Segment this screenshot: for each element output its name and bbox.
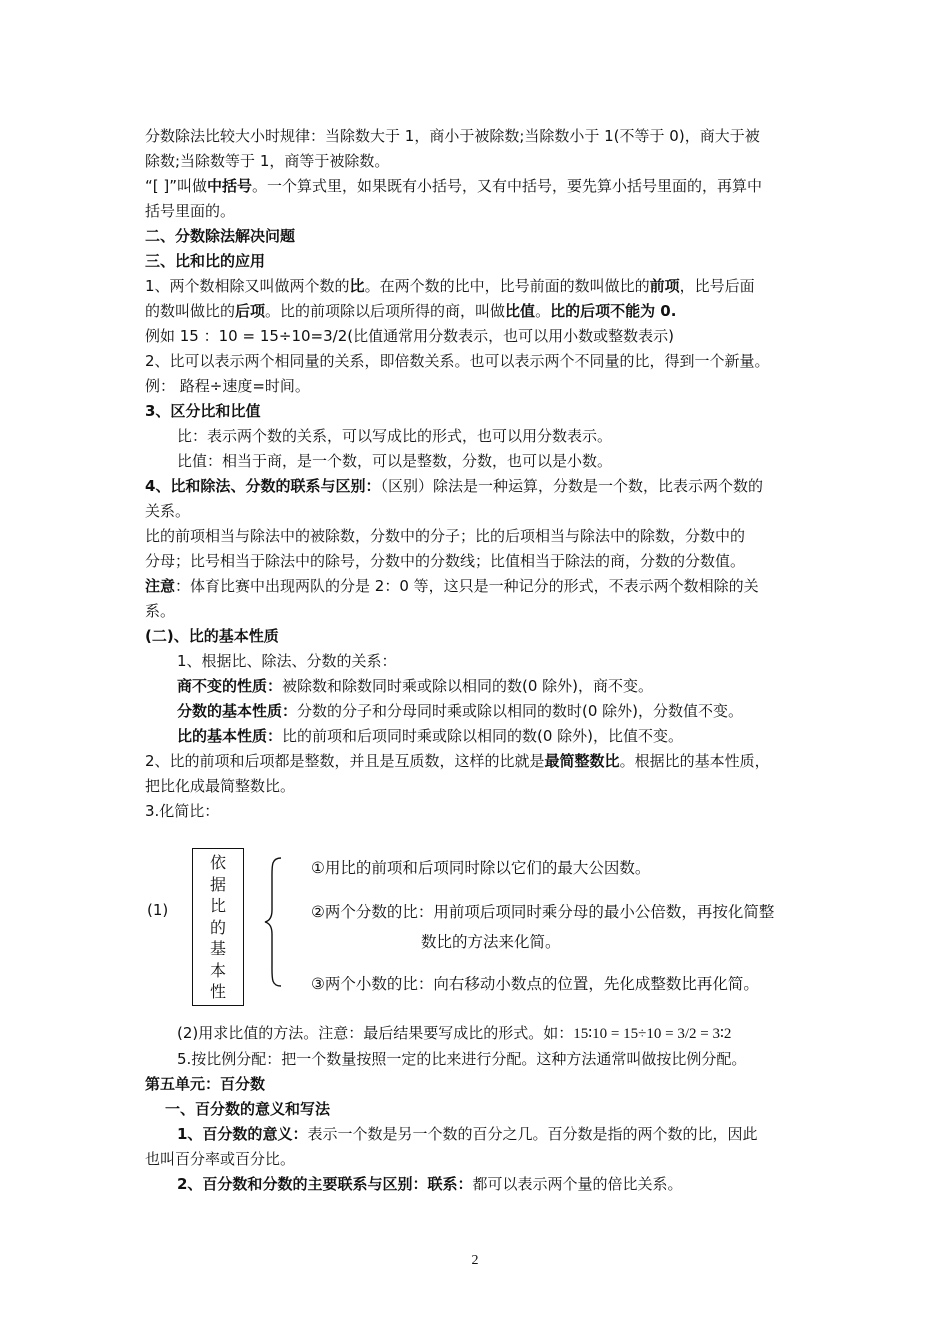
paragraph-line: 分母；比号相当于除法中的除号，分数中的分数线；比值相当于除法的商，分数的分数值。 <box>145 552 746 570</box>
paragraph-line: 4、比和除法、分数的联系与区别：（区别）除法是一种运算，分数是一个数，比表示两个数的 <box>145 477 763 495</box>
bold-term: 中括号 <box>207 177 253 195</box>
paragraph-line: 例： 路程÷速度=时间。 <box>145 377 310 395</box>
bold-term: 比的后项不能为 0. <box>550 302 677 320</box>
paragraph-line: 除数;当除数等于 1，商等于被除数。 <box>145 152 390 170</box>
method-option: 数比的方法来化简。 <box>421 933 561 951</box>
bold-term: 4、比和除法、分数的联系与区别： <box>145 477 381 495</box>
paragraph-line: 括号里面的。 <box>145 202 236 220</box>
simplify-ratio-diagram <box>145 848 825 1013</box>
section-heading: 一、百分数的意义和写法 <box>165 1100 331 1118</box>
paragraph-line: 分数的基本性质：分数的分子和分母同时乘或除以相同的数时(0 除外)，分数值不变。 <box>177 702 744 720</box>
paragraph-line: 把比化成最简整数比。 <box>145 777 296 795</box>
basis-box <box>192 848 244 1006</box>
paragraph-line: 比的前项相当与除法中的被除数，分数中的分子；比的后项相当与除法中的除数，分数中的 <box>145 527 746 545</box>
method-option: ③两个小数的比：向右移动小数点的位置，先化成整数比再化简。 <box>311 975 759 993</box>
bold-term: 比值 <box>505 302 536 320</box>
method-option: ②两个分数的比：用前项后项同时乘分母的最小公倍数，再按化简整 <box>311 903 775 921</box>
section-heading: 第五单元：百分数 <box>145 1075 266 1093</box>
curly-brace-icon <box>263 856 285 988</box>
paragraph-line: 例如 15 ：10 = 15÷10=3/2(比值通常用分数表示，也可以用小数或整数表示) <box>145 327 674 345</box>
box-char: 的 <box>209 917 226 937</box>
bold-term: 1、百分数的意义： <box>177 1125 308 1143</box>
paragraph-line: 系。 <box>145 602 176 620</box>
method-option: ①用比的前项和后项同时除以它们的最大公因数。 <box>311 859 651 877</box>
box-char: 基 <box>209 939 226 958</box>
paragraph-line: 关系。 <box>145 502 191 520</box>
bold-term: 商不变的性质： <box>177 677 283 695</box>
paragraph-line: 5.按比例分配：把一个数量按照一定的比来进行分配。这种方法通常叫做按比例分配。 <box>177 1050 747 1068</box>
bold-term: 分数的基本性质： <box>177 702 298 720</box>
paragraph-line: (2)用求比值的方法。注意：最后结果要写成比的形式。如：15∶10 = 15÷10 = 3/2 = 3∶2 <box>177 1024 732 1042</box>
document-body <box>145 124 815 824</box>
section-heading: (二)、比的基本性质 <box>145 627 279 645</box>
paragraph-line: 比的基本性质：比的前项和后项同时乘或除以相同的数(0 除外)，比值不变。 <box>177 727 684 745</box>
box-char: 依 <box>209 853 226 872</box>
diagram-label: (1) <box>147 901 169 919</box>
section-heading: 二、分数除法解决问题 <box>145 227 296 245</box>
box-char: 比 <box>209 896 226 915</box>
paragraph-line: 2、比可以表示两个相同量的关系，即倍数关系。也可以表示两个不同量的比，得到一个新量。 <box>145 352 770 370</box>
paragraph-line: 比值：相当于商，是一个数，可以是整数，分数，也可以是小数。 <box>177 452 613 470</box>
bold-term: 最简整数比 <box>544 752 620 770</box>
bold-term: 后项 <box>235 302 266 320</box>
paragraph-line: 2、比的前项和后项都是整数，并且是互质数，这样的比就是最简整数比。根据比的基本性质， <box>145 752 770 770</box>
bold-term: 2、百分数和分数的主要联系与区别：联系： <box>177 1175 473 1193</box>
paragraph-line: 也叫百分率或百分比。 <box>145 1150 296 1168</box>
paragraph-line: 1、两个数相除又叫做两个数的比。在两个数的比中，比号前面的数叫做比的前项，比号后面 <box>145 277 755 295</box>
bold-term: 注意 <box>145 577 176 595</box>
paragraph-line: 的数叫做比的后项。比的前项除以后项所得的商，叫做比值。比的后项不能为 0. <box>145 302 677 320</box>
paragraph-line: 分数除法比较大小时规律：当除数大于 1，商小于被除数;当除数小于 1(不等于 0)，商大于被 <box>145 127 760 145</box>
bold-term: 比的基本性质： <box>177 727 283 745</box>
paragraph-line: 注意：体育比赛中出现两队的分是 2：0 等，这只是一种记分的形式，不表示两个数相除的关 <box>145 577 759 595</box>
page-number: 2 <box>471 1253 479 1268</box>
paragraph-line: 商不变的性质：被除数和除数同时乘或除以相同的数(0 除外)，商不变。 <box>177 677 654 695</box>
box-char: 性 <box>209 982 226 1001</box>
paragraph-line: 1、百分数的意义：表示一个数是另一个数的百分之几。百分数是指的两个数的比，因此 <box>177 1125 758 1143</box>
box-char: 本 <box>209 960 226 980</box>
section-heading: 三、比和比的应用 <box>145 252 266 270</box>
paragraph-line: 2、百分数和分数的主要联系与区别：联系：都可以表示两个量的倍比关系。 <box>177 1175 683 1193</box>
paragraph-line: 比：表示两个数的关系，可以写成比的形式，也可以用分数表示。 <box>177 427 613 445</box>
bold-term: 前项 <box>649 277 680 295</box>
subsection-heading: 3、区分比和比值 <box>145 402 261 420</box>
paragraph-line: “[ ]”叫做中括号。一个算式里，如果既有小括号，又有中括号，要先算小括号里面的，再算中 <box>145 177 763 195</box>
document-body-continued <box>145 1021 815 1197</box>
paragraph-line: 1、根据比、除法、分数的关系： <box>177 652 397 670</box>
bold-term: 比 <box>349 277 365 295</box>
box-char: 据 <box>209 874 226 894</box>
paragraph-line: 3.化简比： <box>145 802 220 820</box>
